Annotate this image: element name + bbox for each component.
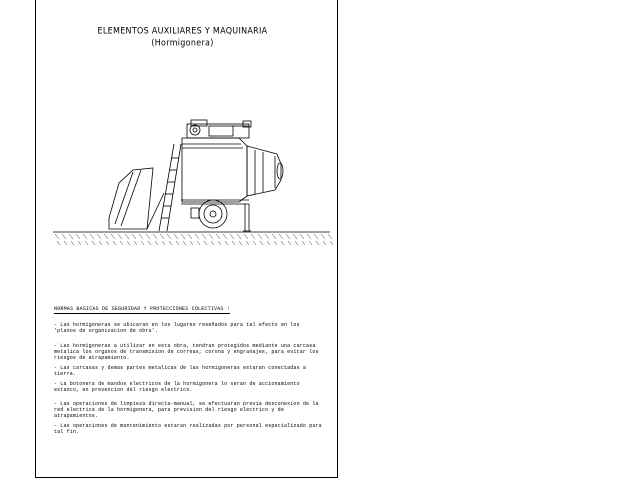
hatch-stroke bbox=[183, 241, 186, 245]
hatch-stroke bbox=[113, 241, 116, 245]
hatch-stroke bbox=[225, 241, 228, 245]
sheet-title: ELEMENTOS AUXILIARES Y MAQUINARIA bbox=[97, 25, 268, 36]
hatch-stroke bbox=[286, 234, 290, 239]
hatch-stroke bbox=[148, 241, 151, 245]
hatch-stroke bbox=[188, 234, 192, 239]
hatch-stroke bbox=[111, 234, 115, 239]
hatch-stroke bbox=[155, 241, 158, 245]
hatch-stroke bbox=[97, 234, 101, 239]
hatch-stroke bbox=[272, 234, 276, 239]
hatch-stroke bbox=[190, 241, 193, 245]
hatch-stroke bbox=[83, 234, 87, 239]
hatch-stroke bbox=[281, 241, 284, 245]
hatch-stroke bbox=[167, 234, 171, 239]
hatch-stroke bbox=[246, 241, 249, 245]
hatch-stroke bbox=[106, 241, 109, 245]
hatch-stroke bbox=[300, 234, 304, 239]
hatch-stroke bbox=[265, 234, 269, 239]
hatch-stroke bbox=[218, 241, 221, 245]
mixer-drum bbox=[182, 138, 283, 202]
hatch-stroke bbox=[162, 241, 165, 245]
hatch-stroke bbox=[64, 241, 67, 245]
hatch-stroke bbox=[237, 234, 241, 239]
hatch-stroke bbox=[232, 241, 235, 245]
hatch-stroke bbox=[330, 241, 333, 245]
concrete-mixer-drawing bbox=[49, 108, 334, 268]
safety-item: - Las carcasas y demas partes metalicas de las hormigoneras estaran conectadas a tierra. bbox=[54, 365, 307, 377]
hatch-stroke bbox=[204, 241, 207, 245]
hatch-stroke bbox=[274, 241, 277, 245]
safety-item: - Las hormigoneras se ubicaran en los lugares reseñados para tal efecto en los 'planos de organizacion de obra'. bbox=[54, 322, 300, 334]
hatch-stroke bbox=[260, 241, 263, 245]
hatch-stroke bbox=[134, 241, 137, 245]
hatch-stroke bbox=[125, 234, 129, 239]
hatch-stroke bbox=[181, 234, 185, 239]
hatch-stroke bbox=[258, 234, 262, 239]
hatch-stroke bbox=[323, 241, 326, 245]
sheet-subtitle: (Hormigonera) bbox=[151, 37, 214, 48]
safety-item: - Las operaciones de mantenimiento estaran realizadas por personal especializado para tal fin. bbox=[54, 423, 322, 435]
hatch-stroke bbox=[169, 241, 172, 245]
hatch-stroke bbox=[309, 241, 312, 245]
safety-item: - Las hormigoneras a utilizar en esta obra, tendran protegidos mediante una carcasa metalica los organos de transmision de correas, corona y engranajes, para evitar los riesgos de atrapamiento. bbox=[54, 343, 319, 361]
hatch-stroke bbox=[267, 241, 270, 245]
hatch-stroke bbox=[118, 234, 122, 239]
hatch-stroke bbox=[90, 234, 94, 239]
hatch-stroke bbox=[253, 241, 256, 245]
hatch-stroke bbox=[316, 241, 319, 245]
hatch-stroke bbox=[307, 234, 311, 239]
hatch-stroke bbox=[288, 241, 291, 245]
hatch-stroke bbox=[78, 241, 81, 245]
hatch-stroke bbox=[197, 241, 200, 245]
hatch-stroke bbox=[62, 234, 66, 239]
ground-hatch bbox=[55, 234, 333, 245]
heading-underline bbox=[54, 313, 230, 314]
hatch-stroke bbox=[314, 234, 318, 239]
hatch-stroke bbox=[209, 234, 213, 239]
hatch-stroke bbox=[174, 234, 178, 239]
hatch-stroke bbox=[176, 241, 179, 245]
hatch-stroke bbox=[104, 234, 108, 239]
hatch-stroke bbox=[239, 241, 242, 245]
safety-item: - Las operaciones de limpieza directa-manual, se efectuaran previa desconexion de la red electrica de la hormigonera, para prevision del riesgo electrico y de atrapamientos. bbox=[54, 401, 319, 419]
safety-heading-text: NORMAS BASICAS DE SEGURIDAD Y PROTECCIONES COLECTIVAS : bbox=[54, 306, 231, 312]
hatch-stroke bbox=[302, 241, 305, 245]
hatch-stroke bbox=[279, 234, 283, 239]
hatch-stroke bbox=[293, 234, 297, 239]
safety-item: - La botonera de mandos electricos de la hormigonera lo seran de accionamiento estanco, en prevencion del riesgo electrico. bbox=[54, 381, 300, 393]
hatch-stroke bbox=[160, 234, 164, 239]
hatch-stroke bbox=[120, 241, 123, 245]
hatch-stroke bbox=[153, 234, 157, 239]
hatch-stroke bbox=[127, 241, 130, 245]
hatch-stroke bbox=[139, 234, 143, 239]
hatch-stroke bbox=[251, 234, 255, 239]
hatch-stroke bbox=[230, 234, 234, 239]
hatch-stroke bbox=[55, 234, 59, 239]
hatch-stroke bbox=[211, 241, 214, 245]
hatch-stroke bbox=[85, 241, 88, 245]
hatch-stroke bbox=[132, 234, 136, 239]
safety-heading bbox=[54, 306, 230, 312]
mixer-hopper bbox=[109, 168, 164, 229]
hatch-stroke bbox=[71, 241, 74, 245]
hatch-stroke bbox=[99, 241, 102, 245]
hatch-stroke bbox=[295, 241, 298, 245]
hatch-stroke bbox=[223, 234, 227, 239]
hatch-stroke bbox=[57, 241, 60, 245]
hatch-stroke bbox=[195, 234, 199, 239]
hatch-stroke bbox=[146, 234, 150, 239]
hatch-stroke bbox=[141, 241, 144, 245]
hatch-stroke bbox=[244, 234, 248, 239]
hatch-stroke bbox=[328, 234, 332, 239]
hatch-stroke bbox=[321, 234, 325, 239]
hatch-stroke bbox=[92, 241, 95, 245]
hatch-stroke bbox=[216, 234, 220, 239]
mixer-motor bbox=[187, 120, 251, 138]
hatch-stroke bbox=[202, 234, 206, 239]
hatch-stroke bbox=[76, 234, 80, 239]
hatch-stroke bbox=[69, 234, 73, 239]
drawing-sheet bbox=[35, 0, 338, 478]
